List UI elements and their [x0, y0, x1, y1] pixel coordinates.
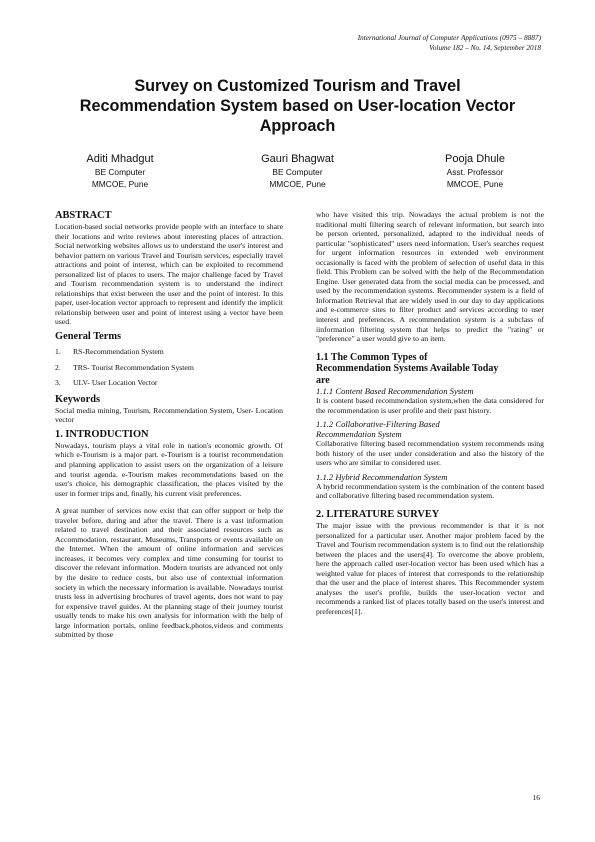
subsection-content-based-text: It is content based recommendation system,when the data considered for the recommendation is user profile and their past history. — [316, 396, 544, 415]
author-role: BE Computer — [272, 167, 323, 177]
list-item — [55, 347, 283, 357]
author-name: Aditi Mhadgut — [86, 153, 154, 165]
keywords-text: Social media mining, Tourism, Recommendation System, User- Location vector — [55, 405, 283, 425]
list-number: 2. — [55, 362, 61, 372]
author-3 — [395, 152, 555, 190]
literature-survey-text: The major issue with the previous recommender is that it is not personalized for a particular user. Another major problem faced by the Travel and Tourism recommendation system is to find out the relationship between the places and the users[4]. To overcome the above problem, here the approach called user-location vector has been used which has a weighted value for places of interest that corresponds to the relationship that the user and the place of interest shares. This Recommender system analyses the user's profile, builds the user-location vector and recommends a ranked list of places totally based on the user's interest and preferences[1]. — [316, 520, 544, 616]
list-text: RS-Recommendation System — [73, 347, 164, 357]
list-item — [55, 363, 283, 373]
author-org: MMCOE, Pune — [446, 178, 504, 189]
author-1 — [40, 152, 200, 190]
introduction-paragraph-2: A great number of services now exist that can offer support or help the traveler before, during and after the travel. There is a vast information related to travel destination and their associated resources such as Accommodation, restaurant, Museums, Transports or events available on the Internet. When the amount of online information and services increases, it becomes very complex and time consuming for tourist to discover the relevant information. Modern tourists are advanced not only by the desire to reduce costs, but also use of contextual information society in which the necessary information is available. Nowadays tourist trusts less in advertising brochures of travel agents, does not want to pay for expensive travel guides. At the planning stage of their journey tourist usually tends to make his own analysis for information with the help of large information portals, online feedback,photos,videos and comments submitted by those — [55, 506, 283, 640]
general-terms-heading: General Terms — [55, 331, 122, 343]
list-number: 1. — [55, 347, 61, 357]
introduction-paragraph-1: Nowadays, tourism plays a vital role in nation's economic growth. Of which e-Tourism is a major part. e-Tourism is a tourist recommendation and planning application to assist users on the organization of a leisure and tourist agenda. e-Tourism makes recommendations based on the user's choice, his demographic classification, the places visited by the user in former trips and, finally, his current visit preferences. — [55, 440, 283, 498]
title-line-3: Approach — [259, 117, 336, 135]
author-org: MMCOE, Pune — [91, 178, 149, 189]
title-line-1: Survey on Customized Tourism and Travel — [134, 77, 461, 95]
left-column — [55, 210, 283, 640]
heading-line: 1.1 The Common Types of — [316, 351, 428, 363]
paper-title — [40, 76, 555, 136]
subsection-collaborative-text: Collaborative filtering based recommendation system recommends using both history of the user under consideration and also the history of the users who are similar to considered user. — [316, 439, 544, 468]
keywords-heading: Keywords — [55, 393, 101, 405]
literature-survey-heading: 2. LITERATURE SURVEY — [316, 508, 440, 520]
journal-volume: Volume 182 – No. 14, September 2018 — [429, 43, 541, 52]
abstract-text: Location-based social networks provide people with an interface to share their locations and write reviews about interesting places of attraction. Social networking websites allows us to understand the user's interest and behavior pattern on various Travel and Tourism services, especially travel attractions and point of interest, which can be exploited to recommend personalized list of places to users. The major challenge faced by Travel and Tourism recommendation system is to understand the indirect relationships that exist between the user and the point of interest. In this paper, user-location vector approach to represent and identify the implicit relationship between user and point of interest using a vector have been used. — [55, 222, 283, 327]
introduction-heading: 1. INTRODUCTION — [55, 428, 149, 440]
author-role: Asst. Professor — [446, 167, 504, 177]
author-2 — [218, 152, 378, 190]
abstract-heading: ABSTRACT — [55, 210, 112, 221]
title-line-2: Recommendation System based on User-location Vector — [79, 97, 516, 115]
author-role: BE Computer — [94, 167, 146, 177]
introduction-paragraph-2-continued: who have visited this trip. Nowadays the actual problem is not the traditional multi filtering search of relevant information, but search into be person oriented, personalized, adapted to the individual needs of particular "sophisticated" users need information. User's searches request for urgent information resources in extended web environment occasionally is faced with the problem of selection of useful data in this field. This Problem can be solved with the help of the Recommendation Engine. User generated data from the social media can be processed, and used by the recommendation systems. Recommender system is a field of Information Retrieval that are widely used in our day to day applications and e-commerce sites to filter product and services according to user interest and preferences. A recommendation system is a subclass of iinformation filtering system that helps to predict the "rating" or "preference" a user would give to an item. — [316, 210, 544, 344]
heading-line: are — [316, 374, 330, 386]
list-number: 3. — [55, 378, 61, 388]
subsection-hybrid-heading: 1.1.2 Hybrid Recommendation System — [316, 471, 448, 482]
right-column — [316, 210, 544, 616]
author-org: MMCOE, Pune — [269, 178, 326, 189]
general-terms-list — [55, 347, 283, 388]
author-block — [40, 152, 555, 190]
list-item — [55, 378, 283, 388]
journal-header — [358, 33, 541, 53]
heading-line: Recommendation System — [316, 429, 402, 440]
subsection-hybrid-text: A hybrid recommendation system is the combination of the content based and collaborative filtering based recommendation system. — [316, 481, 544, 501]
heading-line: Recommendation Systems Available Today — [316, 363, 499, 375]
list-text: TRS- Tourist Recommendation System — [73, 362, 194, 372]
page-number: 16 — [532, 793, 540, 802]
journal-name: International Journal of Computer Applications (0975 – 8887) — [357, 33, 541, 42]
list-text: ULV- User Location Vector — [73, 378, 158, 388]
author-name: Gauri Bhagwat — [261, 153, 334, 165]
subsection-collaborative-heading — [316, 419, 544, 439]
subsection-content-based-heading: 1.1.1 Content Based Recommendation System — [316, 386, 474, 397]
heading-line: 1.1.2 Collaborative-Filtering Based — [316, 419, 440, 430]
author-name: Pooja Dhule — [445, 153, 505, 165]
section-1-1-heading — [316, 352, 544, 387]
